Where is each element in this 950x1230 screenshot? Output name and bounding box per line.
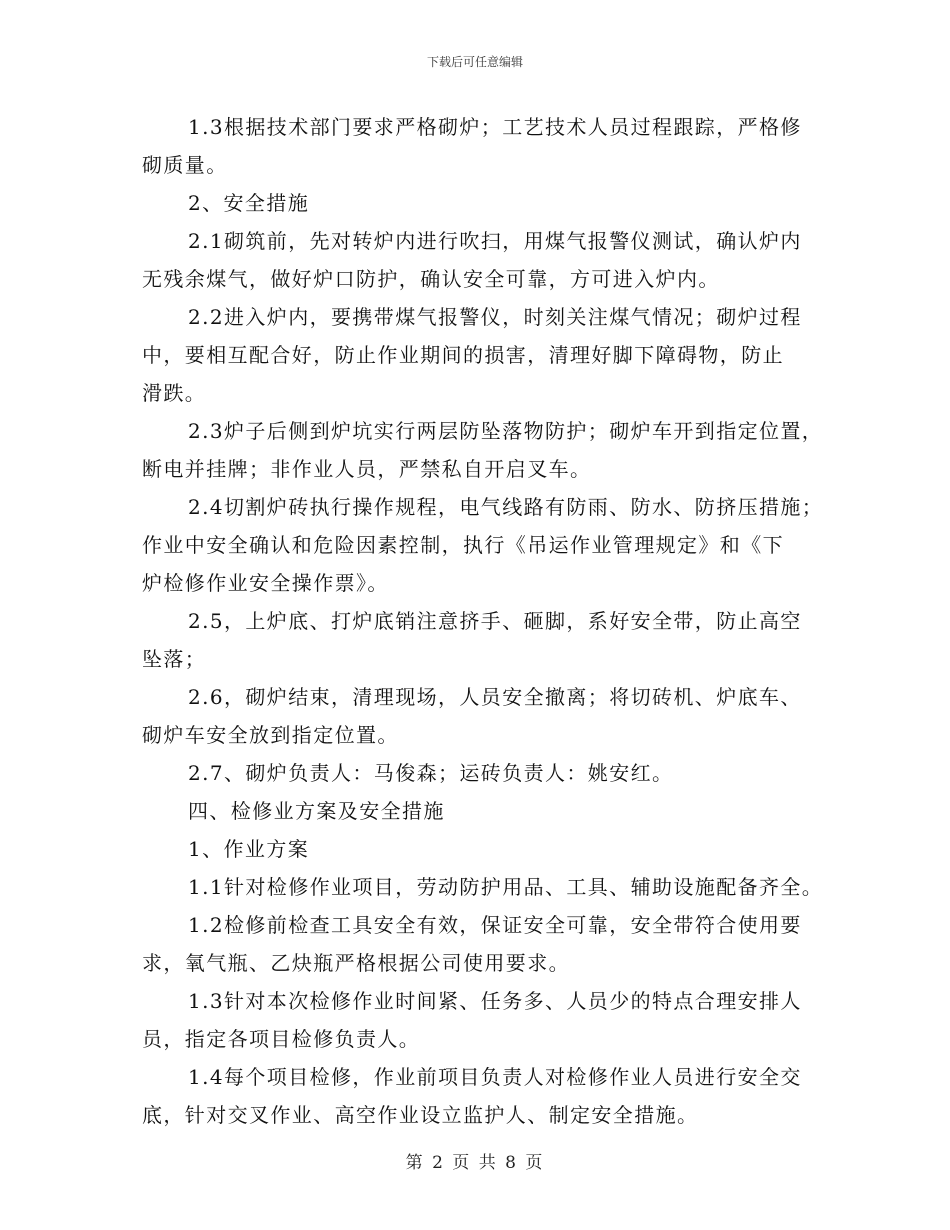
text-line: 炉检修作业安全操作票》。	[142, 571, 389, 595]
text-line: 1.3根据技术部门要求严格砌炉；工艺技术人员过程跟踪，严格修	[188, 115, 802, 139]
text-line: 2.1砌筑前，先对转炉内进行吹扫，用煤气报警仪测试，确认炉内	[188, 229, 802, 253]
section-heading: 2、安全措施	[188, 191, 310, 215]
text-line: 1.4每个项目检修，作业前项目负责人对检修作业人员进行安全交	[188, 1065, 802, 1089]
text-line: 1.2检修前检查工具安全有效，保证安全可靠，安全带符合使用要	[188, 913, 802, 937]
section-heading: 四、检修业方案及安全措施	[188, 799, 445, 823]
text-line: 员，指定各项目检修负责人。	[142, 1027, 421, 1051]
text-line: 砌质量。	[142, 153, 228, 177]
text-line: 2.4切割炉砖执行操作规程，电气线路有防雨、防水、防挤压措施；	[188, 495, 824, 519]
text-line: 2.6，砌炉结束，清理现场，人员安全撤离；将切砖机、炉底车、	[188, 685, 802, 709]
text-line: 2.7、砌炉负责人：马俊森；运砖负责人：姚安红。	[188, 761, 674, 785]
text-line: 作业中安全确认和危险因素控制，执行《吊运作业管理规定》和《下	[142, 533, 784, 557]
text-line: 2.2进入炉内，要携带煤气报警仪，时刻关注煤气情况；砌炉过程	[188, 305, 802, 329]
text-line: 求，氧气瓶、乙炔瓶严格根据公司使用要求。	[142, 951, 570, 975]
text-line: 底，针对交叉作业、高空作业设立监护人、制定安全措施。	[142, 1103, 699, 1127]
text-line: 1.1针对检修作业项目，劳动防护用品、工具、辅助设施配备齐全。	[188, 875, 824, 899]
text-line: 1.3针对本次检修作业时间紧、任务多、人员少的特点合理安排人	[188, 989, 802, 1013]
text-line: 2.5，上炉底、打炉底销注意挤手、砸脚，系好安全带，防止高空	[188, 609, 802, 633]
text-line: 中，要相互配合好，防止作业期间的损害，清理好脚下障碍物，防止	[142, 343, 784, 367]
page-header: 下载后可任意编辑	[426, 55, 523, 69]
document-body	[142, 108, 824, 1134]
body-text	[142, 108, 824, 1134]
text-line: 滑跌。	[142, 381, 207, 405]
text-line: 坠落；	[142, 647, 207, 671]
section-heading: 1、作业方案	[188, 837, 310, 861]
text-line: 2.3炉子后侧到炉坑实行两层防坠落物防护；砌炉车开到指定位置，	[188, 419, 824, 443]
page-footer: 第 2 页 共 8 页	[405, 1153, 545, 1173]
text-line: 断电并挂牌；非作业人员，严禁私自开启叉车。	[142, 457, 592, 481]
text-line: 无残余煤气，做好炉口防护，确认安全可靠，方可进入炉内。	[142, 267, 720, 291]
text-line: 砌炉车安全放到指定位置。	[142, 723, 399, 747]
